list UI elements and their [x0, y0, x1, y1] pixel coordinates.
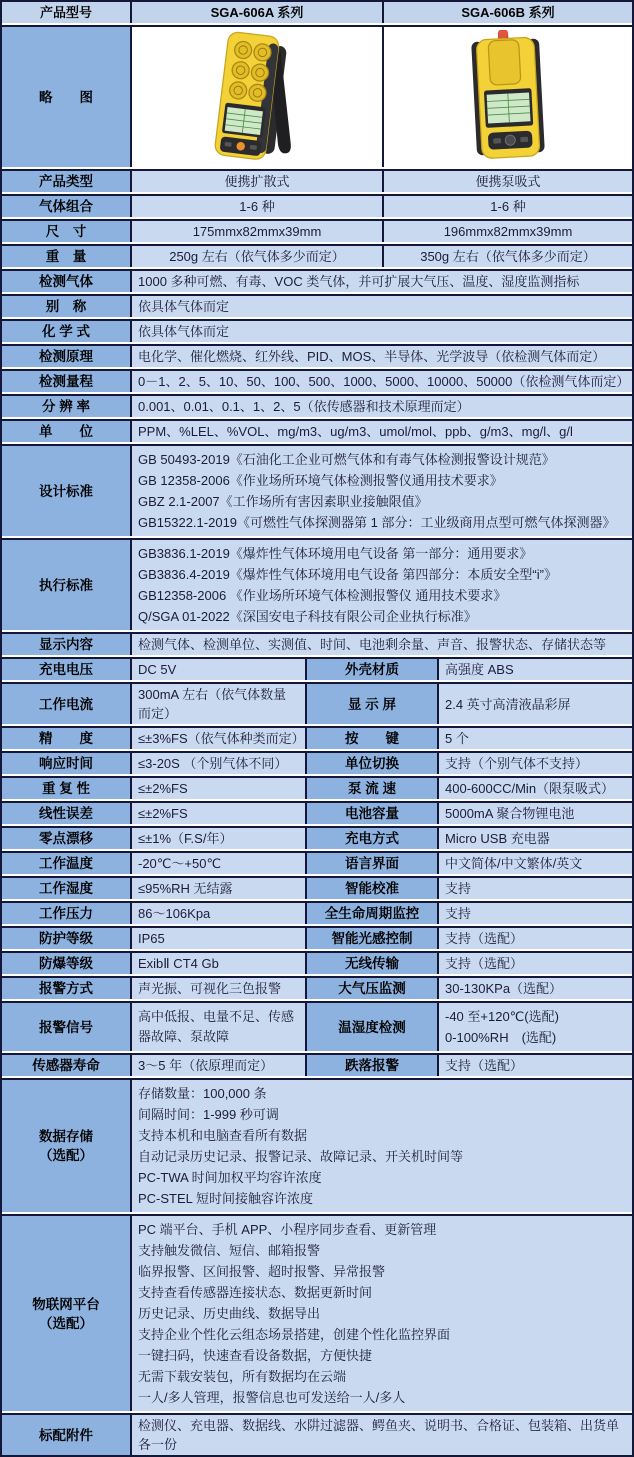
spec-label: 别 称: [2, 296, 130, 317]
spec-label: 化 学 式: [2, 321, 130, 342]
standard-line: Q/SGA 01-2022《深国安电子科技有限公司企业执行标准》: [138, 609, 477, 624]
spec-value: 5000mA 聚合物锂电池: [437, 803, 632, 824]
row-resolution: [2, 394, 632, 417]
spec-label: 语言界面: [305, 853, 437, 874]
spec-value-b: 196mmx82mmx39mm: [382, 221, 632, 242]
spec-label: 零点漂移: [2, 828, 130, 849]
data-storage-optional: （选配）: [39, 1148, 93, 1163]
spec-value-b: 350g 左右（依气体多少而定）: [382, 246, 632, 267]
spec-value: 依具体气体而定: [130, 296, 632, 317]
gas-detector-pump-illustration: [423, 30, 593, 164]
spec-label: 显 示 屏: [305, 684, 437, 724]
spec-value: 依具体气体而定: [130, 321, 632, 342]
spec-label: 重 量: [2, 246, 130, 267]
row-alias: [2, 294, 632, 317]
spec-value-list: [130, 1080, 632, 1212]
spec-value: 支持（个别气体不支持）: [437, 753, 632, 774]
spec-label: 工作温度: [2, 853, 130, 874]
standard-line: GB 12358-2006《作业场所环境气体检测报警仪通用技术要求》: [138, 473, 503, 488]
spec-value-a: 250g 左右（依气体多少而定）: [130, 246, 382, 267]
spec-label: 检测气体: [2, 271, 130, 292]
spec-value: [130, 1003, 305, 1051]
spec-label: 单位切换: [305, 753, 437, 774]
row-unit: [2, 419, 632, 442]
row-sensor-life: [2, 1053, 632, 1076]
spec-label: 温湿度检测: [305, 1003, 437, 1051]
spec-value: ≤3-20S （个别气体不同）: [130, 753, 305, 774]
spec-value: 支持: [437, 878, 632, 899]
spec-value-b: 便携泵吸式: [382, 171, 632, 192]
row-working-current: [2, 682, 632, 724]
storage-line: 存储数量：100,000 条: [138, 1086, 267, 1101]
row-alarm-signal: [2, 1001, 632, 1051]
row-working-temperature: [2, 851, 632, 874]
standard-line: GB15322.1-2019《可燃性气体探测器第 1 部分：工业级商用点型可燃气体探测器》: [138, 515, 616, 530]
spec-value: 86～106Kpa: [130, 903, 305, 924]
standard-line: GBZ 2.1-2007《工作场所有害因素职业接触限值》: [138, 494, 428, 509]
spec-label: 电池容量: [305, 803, 437, 824]
spec-value: Micro USB 充电器: [437, 828, 632, 849]
spec-label: 执行标准: [2, 540, 130, 630]
spec-value: 3～5 年（依原理而定）: [130, 1055, 305, 1076]
row-data-storage: [2, 1078, 632, 1212]
alarm-signal-text: 高中低报、电量不足、传感器故障、泵故障: [138, 1009, 295, 1044]
row-detect-gas: [2, 269, 632, 292]
spec-label: 设计标准: [2, 446, 130, 536]
spec-value: 0.001、0.01、0.1、1、2、5（依传感器和技术原理而定）: [130, 396, 632, 417]
spec-label: 智能校准: [305, 878, 437, 899]
row-weight: [2, 244, 632, 267]
storage-line: 间隔时间：1-999 秒可调: [138, 1107, 279, 1122]
spec-value: 1000 多种可燃、有毒、VOC 类气体，并可扩展大气压、温度、湿度监测指标: [130, 271, 632, 292]
spec-label: 工作电流: [2, 684, 130, 724]
row-linearity-error: [2, 801, 632, 824]
spec-value: 检测仪、充电器、数据线、水阱过滤器、鳄鱼夹、说明书、合格证、包装箱、出货单各一份: [130, 1415, 632, 1455]
temp-humidity-line: -40 至+120℃(选配): [445, 1009, 559, 1024]
spec-label: 防爆等级: [2, 953, 130, 974]
data-storage-label: 数据存储: [39, 1129, 93, 1144]
spec-value-a: 175mmx82mmx39mm: [130, 221, 382, 242]
spec-label: 精 度: [2, 728, 130, 749]
spec-value: ≤±2%FS: [130, 803, 305, 824]
iot-line: 一人/多人管理，报警信息也可发送给一人/多人: [138, 1390, 406, 1405]
spec-label: [2, 1080, 130, 1212]
spec-value: 高强度 ABS: [437, 659, 632, 680]
spec-value: 2.4 英寸高清液晶彩屏: [437, 684, 632, 724]
iot-line: 支持企业个性化云组态场景搭建，创建个性化监控界面: [138, 1327, 451, 1342]
iot-line: 历史记录、历史曲线、数据导出: [138, 1306, 321, 1321]
spec-value-a: 1-6 种: [130, 196, 382, 217]
spec-label: 气体组合: [2, 196, 130, 217]
product-model-header: 产品型号: [2, 2, 130, 23]
spec-label: 防护等级: [2, 928, 130, 949]
iot-line: PC 端平台、手机 APP、小程序同步查看、更新管理: [138, 1222, 437, 1237]
spec-value: 检测气体、检测单位、实测值、时间、电池剩余量、声音、报警状态、存储状态等: [130, 634, 632, 655]
spec-value: PPM、%LEL、%VOL、mg/m3、ug/m3、umol/mol、ppb、g/m3、mg/l、g/l: [130, 421, 632, 442]
row-dimensions: [2, 219, 632, 242]
spec-value-b: 1-6 种: [382, 196, 632, 217]
spec-label: 大气压监测: [305, 978, 437, 999]
sketch-label: 略 图: [2, 27, 130, 167]
storage-line: PC-TWA 时间加权平均容许浓度: [138, 1170, 322, 1185]
series-a-header: SGA-606A 系列: [130, 2, 382, 23]
iot-line: 支持查看传感器连接状态、数据更新时间: [138, 1285, 373, 1300]
spec-label: 响应时间: [2, 753, 130, 774]
spec-value: 声光振、可视化三色报警: [130, 978, 305, 999]
spec-label: 检测原理: [2, 346, 130, 367]
iot-platform-optional: （选配）: [39, 1315, 93, 1331]
row-gas-combination: [2, 194, 632, 217]
spec-value: 300mA 左右（依气体数量而定）: [130, 684, 305, 724]
storage-line: 支持本机和电脑查看所有数据: [138, 1128, 308, 1143]
row-charge-voltage: [2, 657, 632, 680]
row-detection-range: [2, 369, 632, 392]
spec-label: 外壳材质: [305, 659, 437, 680]
spec-label: [2, 1216, 130, 1411]
gas-detector-diffusion-illustration: [172, 30, 342, 164]
standard-line: GB3836.4-2019《爆炸性气体环境用电气设备 第四部分：本质安全型“i”》: [138, 567, 557, 582]
storage-line: PC-STEL 短时间接触容许浓度: [138, 1191, 314, 1206]
spec-value: ≤95%RH 无结露: [130, 878, 305, 899]
spec-value: DC 5V: [130, 659, 305, 680]
spec-value-list: [130, 1216, 632, 1411]
spec-value-list: [437, 1003, 632, 1051]
sketch-cell-a: [130, 27, 382, 167]
standard-line: GB 50493-2019《石油化工企业可燃气体和有毒气体检测报警设计规范》: [138, 452, 555, 467]
standard-line: GB3836.1-2019《爆炸性气体环境用电气设备 第一部分：通用要求》: [138, 546, 533, 561]
row-exec-standard: [2, 538, 632, 630]
iot-platform-label: 物联网平台: [32, 1296, 100, 1312]
spec-value: IP65: [130, 928, 305, 949]
spec-label: 报警方式: [2, 978, 130, 999]
iot-line: 支持触发微信、短信、邮箱报警: [138, 1243, 321, 1258]
spec-label: 标配附件: [2, 1415, 130, 1455]
spec-label: 全生命周期监控: [305, 903, 437, 924]
row-detection-principle: [2, 344, 632, 367]
spec-label: 工作压力: [2, 903, 130, 924]
spec-value-a: 便携扩散式: [130, 171, 382, 192]
sketch-cell-b: [382, 27, 632, 167]
spec-label: 按 键: [305, 728, 437, 749]
spec-value: ≤±3%FS（依气体种类而定）: [130, 728, 305, 749]
spec-label: 充电电压: [2, 659, 130, 680]
row-working-pressure: [2, 901, 632, 924]
spec-value: 400-600CC/Min（限泵吸式）: [437, 778, 632, 799]
spec-value: 支持: [437, 903, 632, 924]
iot-line: 临界报警、区间报警、超时报警、异常报警: [138, 1264, 386, 1279]
standard-line: GB12358-2006 《作业场所环境气体检测报警仪 通用技术要求》: [138, 588, 507, 603]
spec-label: 重 复 性: [2, 778, 130, 799]
spec-value: 5 个: [437, 728, 632, 749]
spec-label: 报警信号: [2, 1003, 130, 1051]
spec-label: 泵 流 速: [305, 778, 437, 799]
row-accuracy: [2, 726, 632, 749]
spec-label: 显示内容: [2, 634, 130, 655]
spec-value-list: [130, 540, 632, 630]
spec-label: 分 辨 率: [2, 396, 130, 417]
spec-label: 传感器寿命: [2, 1055, 130, 1076]
spec-value-list: [130, 446, 632, 536]
row-product-type: [2, 169, 632, 192]
spec-value: 0－1、2、5、10、50、100、500、1000、5000、10000、50000（依检测气体而定）: [130, 371, 632, 392]
spec-label: 检测量程: [2, 371, 130, 392]
spec-value: 支持（选配）: [437, 1055, 632, 1076]
spec-value: 支持（选配）: [437, 953, 632, 974]
iot-line: 一键扫码，快速查看设备数据，方便快捷: [138, 1348, 373, 1363]
row-display-content: [2, 632, 632, 655]
spec-value: 30-130KPa（选配）: [437, 978, 632, 999]
spec-value: ≤±2%FS: [130, 778, 305, 799]
spec-label: 充电方式: [305, 828, 437, 849]
row-design-standard: [2, 444, 632, 536]
spec-value: ≤±1%（F.S/年）: [130, 828, 305, 849]
row-iot-platform: [2, 1214, 632, 1411]
iot-line: 无需下载安装包，所有数据均在云端: [138, 1369, 347, 1384]
row-accessories: [2, 1413, 632, 1455]
spec-value: 中文简体/中文繁体/英文: [437, 853, 632, 874]
row-working-humidity: [2, 876, 632, 899]
row-chemical-formula: [2, 319, 632, 342]
row-product-model: [2, 2, 632, 23]
row-response-time: [2, 751, 632, 774]
storage-line: 自动记录历史记录、报警记录、故障记录、开关机时间等: [138, 1149, 464, 1164]
spec-label: 智能光感控制: [305, 928, 437, 949]
spec-label: 无线传输: [305, 953, 437, 974]
row-alarm-mode: [2, 976, 632, 999]
spec-value: 电化学、催化燃烧、红外线、PID、MOS、半导体、光学波导（依检测气体而定）: [130, 346, 632, 367]
spec-label: 尺 寸: [2, 221, 130, 242]
spec-label: 产品类型: [2, 171, 130, 192]
temp-humidity-line: 0-100%RH (选配): [445, 1030, 557, 1045]
spec-value: ExibⅡ CT4 Gb: [130, 953, 305, 974]
row-repeatability: [2, 776, 632, 799]
spec-label: 单 位: [2, 421, 130, 442]
spec-value: 支持（选配）: [437, 928, 632, 949]
row-explosion-proof-rating: [2, 951, 632, 974]
series-b-header: SGA-606B 系列: [382, 2, 632, 23]
spec-label: 工作湿度: [2, 878, 130, 899]
spec-value: -20℃～+50℃: [130, 853, 305, 874]
row-protection-rating: [2, 926, 632, 949]
spec-label: 线性误差: [2, 803, 130, 824]
row-zero-drift: [2, 826, 632, 849]
row-sketch: [2, 25, 632, 167]
spec-label: 跌落报警: [305, 1055, 437, 1076]
